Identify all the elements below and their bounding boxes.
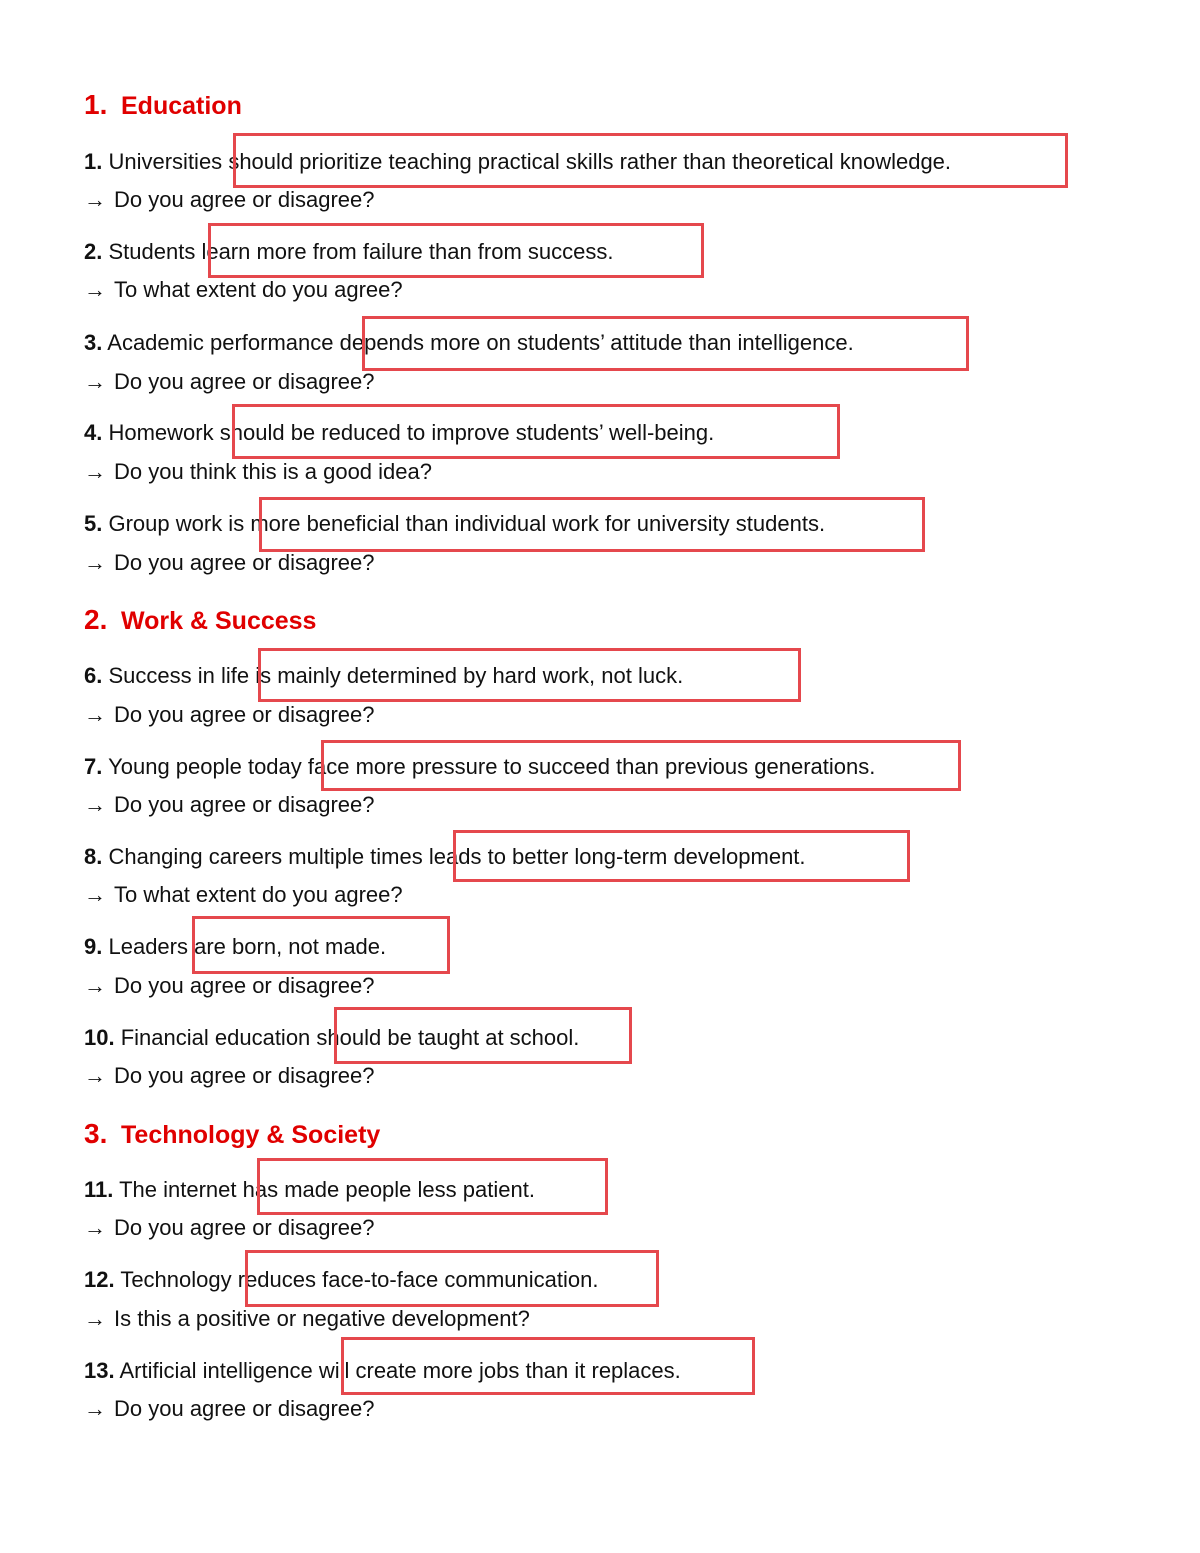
arrow-icon: → [84, 882, 106, 907]
question-claim: reduces face-to-face communication. [237, 1267, 599, 1292]
prompt-text: Do you agree or disagree? [114, 550, 375, 575]
question-subject: Changing careers multiple times [108, 844, 423, 869]
question-claim: face more pressure to succeed than previous generations. [307, 754, 876, 779]
prompt-text: Is this a positive or negative development? [114, 1306, 530, 1331]
question-prompt [84, 1306, 530, 1332]
question-prompt [84, 973, 375, 999]
section-heading-technology-society [84, 1119, 380, 1150]
question-prompt [84, 1063, 375, 1089]
question-subject: Success in life [108, 663, 250, 688]
prompt-text: Do you agree or disagree? [114, 1063, 375, 1088]
highlight-box [334, 1007, 632, 1064]
question-prompt [84, 369, 375, 395]
highlight-box [257, 1158, 608, 1215]
highlight-box [321, 740, 961, 791]
question-prompt [84, 187, 375, 213]
question-number: 3. [84, 330, 103, 355]
question-number: 5. [84, 511, 103, 536]
question-subject: Group work is [108, 511, 245, 536]
highlight-box [362, 316, 969, 371]
arrow-icon: → [84, 1306, 106, 1331]
question-prompt [84, 1396, 375, 1422]
question-subject: Students [108, 239, 196, 264]
prompt-text: To what extent do you agree? [114, 277, 403, 302]
question-claim: will create more jobs than it replaces. [318, 1358, 681, 1383]
question-number: 6. [84, 663, 103, 688]
question-claim: should prioritize teaching practical skills rather than theoretical knowledge. [228, 149, 952, 174]
arrow-icon: → [84, 459, 106, 484]
section-heading-work-success [84, 605, 316, 636]
question-number: 10. [84, 1025, 115, 1050]
question-prompt [84, 277, 403, 303]
question-prompt [84, 550, 375, 576]
question-subject: Artificial intelligence [119, 1358, 313, 1383]
prompt-text: To what extent do you agree? [114, 882, 403, 907]
question-claim: are born, not made. [194, 934, 387, 959]
question-subject: Financial education [120, 1025, 311, 1050]
prompt-text: Do you agree or disagree? [114, 702, 375, 727]
question-subject: Homework [108, 420, 214, 445]
prompt-text: Do you agree or disagree? [114, 1215, 375, 1240]
question-claim: depends more on students’ attitude than intelligence. [339, 330, 854, 355]
question-subject: Leaders [108, 934, 188, 959]
prompt-text: Do you agree or disagree? [114, 1396, 375, 1421]
question-number: 9. [84, 934, 103, 959]
question-prompt [84, 1215, 375, 1241]
section-heading-education [84, 90, 242, 121]
question-claim: leads to better long-term development. [428, 844, 806, 869]
arrow-icon: → [84, 1063, 106, 1088]
highlight-box [341, 1337, 755, 1395]
highlight-box [453, 830, 910, 882]
arrow-icon: → [84, 187, 106, 212]
arrow-icon: → [84, 550, 106, 575]
prompt-text: Do you agree or disagree? [114, 973, 375, 998]
question-number: 7. [84, 754, 103, 779]
arrow-icon: → [84, 369, 106, 394]
question-subject: Academic performance [107, 330, 334, 355]
prompt-text: Do you agree or disagree? [114, 369, 375, 394]
arrow-icon: → [84, 1396, 106, 1421]
highlight-box [233, 133, 1068, 188]
question-claim: should be reduced to improve students’ well-being. [219, 420, 715, 445]
section-title: Education [121, 92, 242, 120]
question-number: 1. [84, 149, 103, 174]
highlight-box [208, 223, 704, 278]
prompt-text: Do you agree or disagree? [114, 187, 375, 212]
question-number: 4. [84, 420, 103, 445]
question-subject: Universities [108, 149, 223, 174]
question-number: 2. [84, 239, 103, 264]
question-prompt [84, 459, 432, 485]
prompt-text: Do you think this is a good idea? [114, 459, 432, 484]
question-number: 11. [84, 1177, 114, 1202]
highlight-box [232, 404, 840, 459]
highlight-box [192, 916, 450, 974]
arrow-icon: → [84, 702, 106, 727]
question-subject: Technology [120, 1267, 232, 1292]
question-claim: should be taught at school. [316, 1025, 580, 1050]
arrow-icon: → [84, 973, 106, 998]
question-number: 8. [84, 844, 103, 869]
prompt-text: Do you agree or disagree? [114, 792, 375, 817]
question-claim: has made people less patient. [242, 1177, 535, 1202]
highlight-box [259, 497, 925, 552]
arrow-icon: → [84, 277, 106, 302]
question-claim: is mainly determined by hard work, not luck. [255, 663, 684, 688]
question-number: 12. [84, 1267, 115, 1292]
section-title: Technology & Society [121, 1121, 381, 1149]
question-subject: The internet [119, 1177, 237, 1202]
question-claim: learn more from failure than from success. [201, 239, 614, 264]
highlight-box [258, 648, 801, 702]
arrow-icon: → [84, 1215, 106, 1240]
question-number: 13. [84, 1358, 115, 1383]
question-prompt [84, 792, 375, 818]
question-claim: more beneficial than individual work for university students. [250, 511, 826, 536]
highlight-box [245, 1250, 659, 1307]
section-title: Work & Success [121, 607, 317, 635]
section-number: 3. [84, 1118, 108, 1149]
arrow-icon: → [84, 792, 106, 817]
question-prompt [84, 702, 375, 728]
question-prompt [84, 882, 403, 908]
section-number: 1. [84, 89, 108, 120]
section-number: 2. [84, 604, 108, 635]
question-subject: Young people today [108, 754, 302, 779]
